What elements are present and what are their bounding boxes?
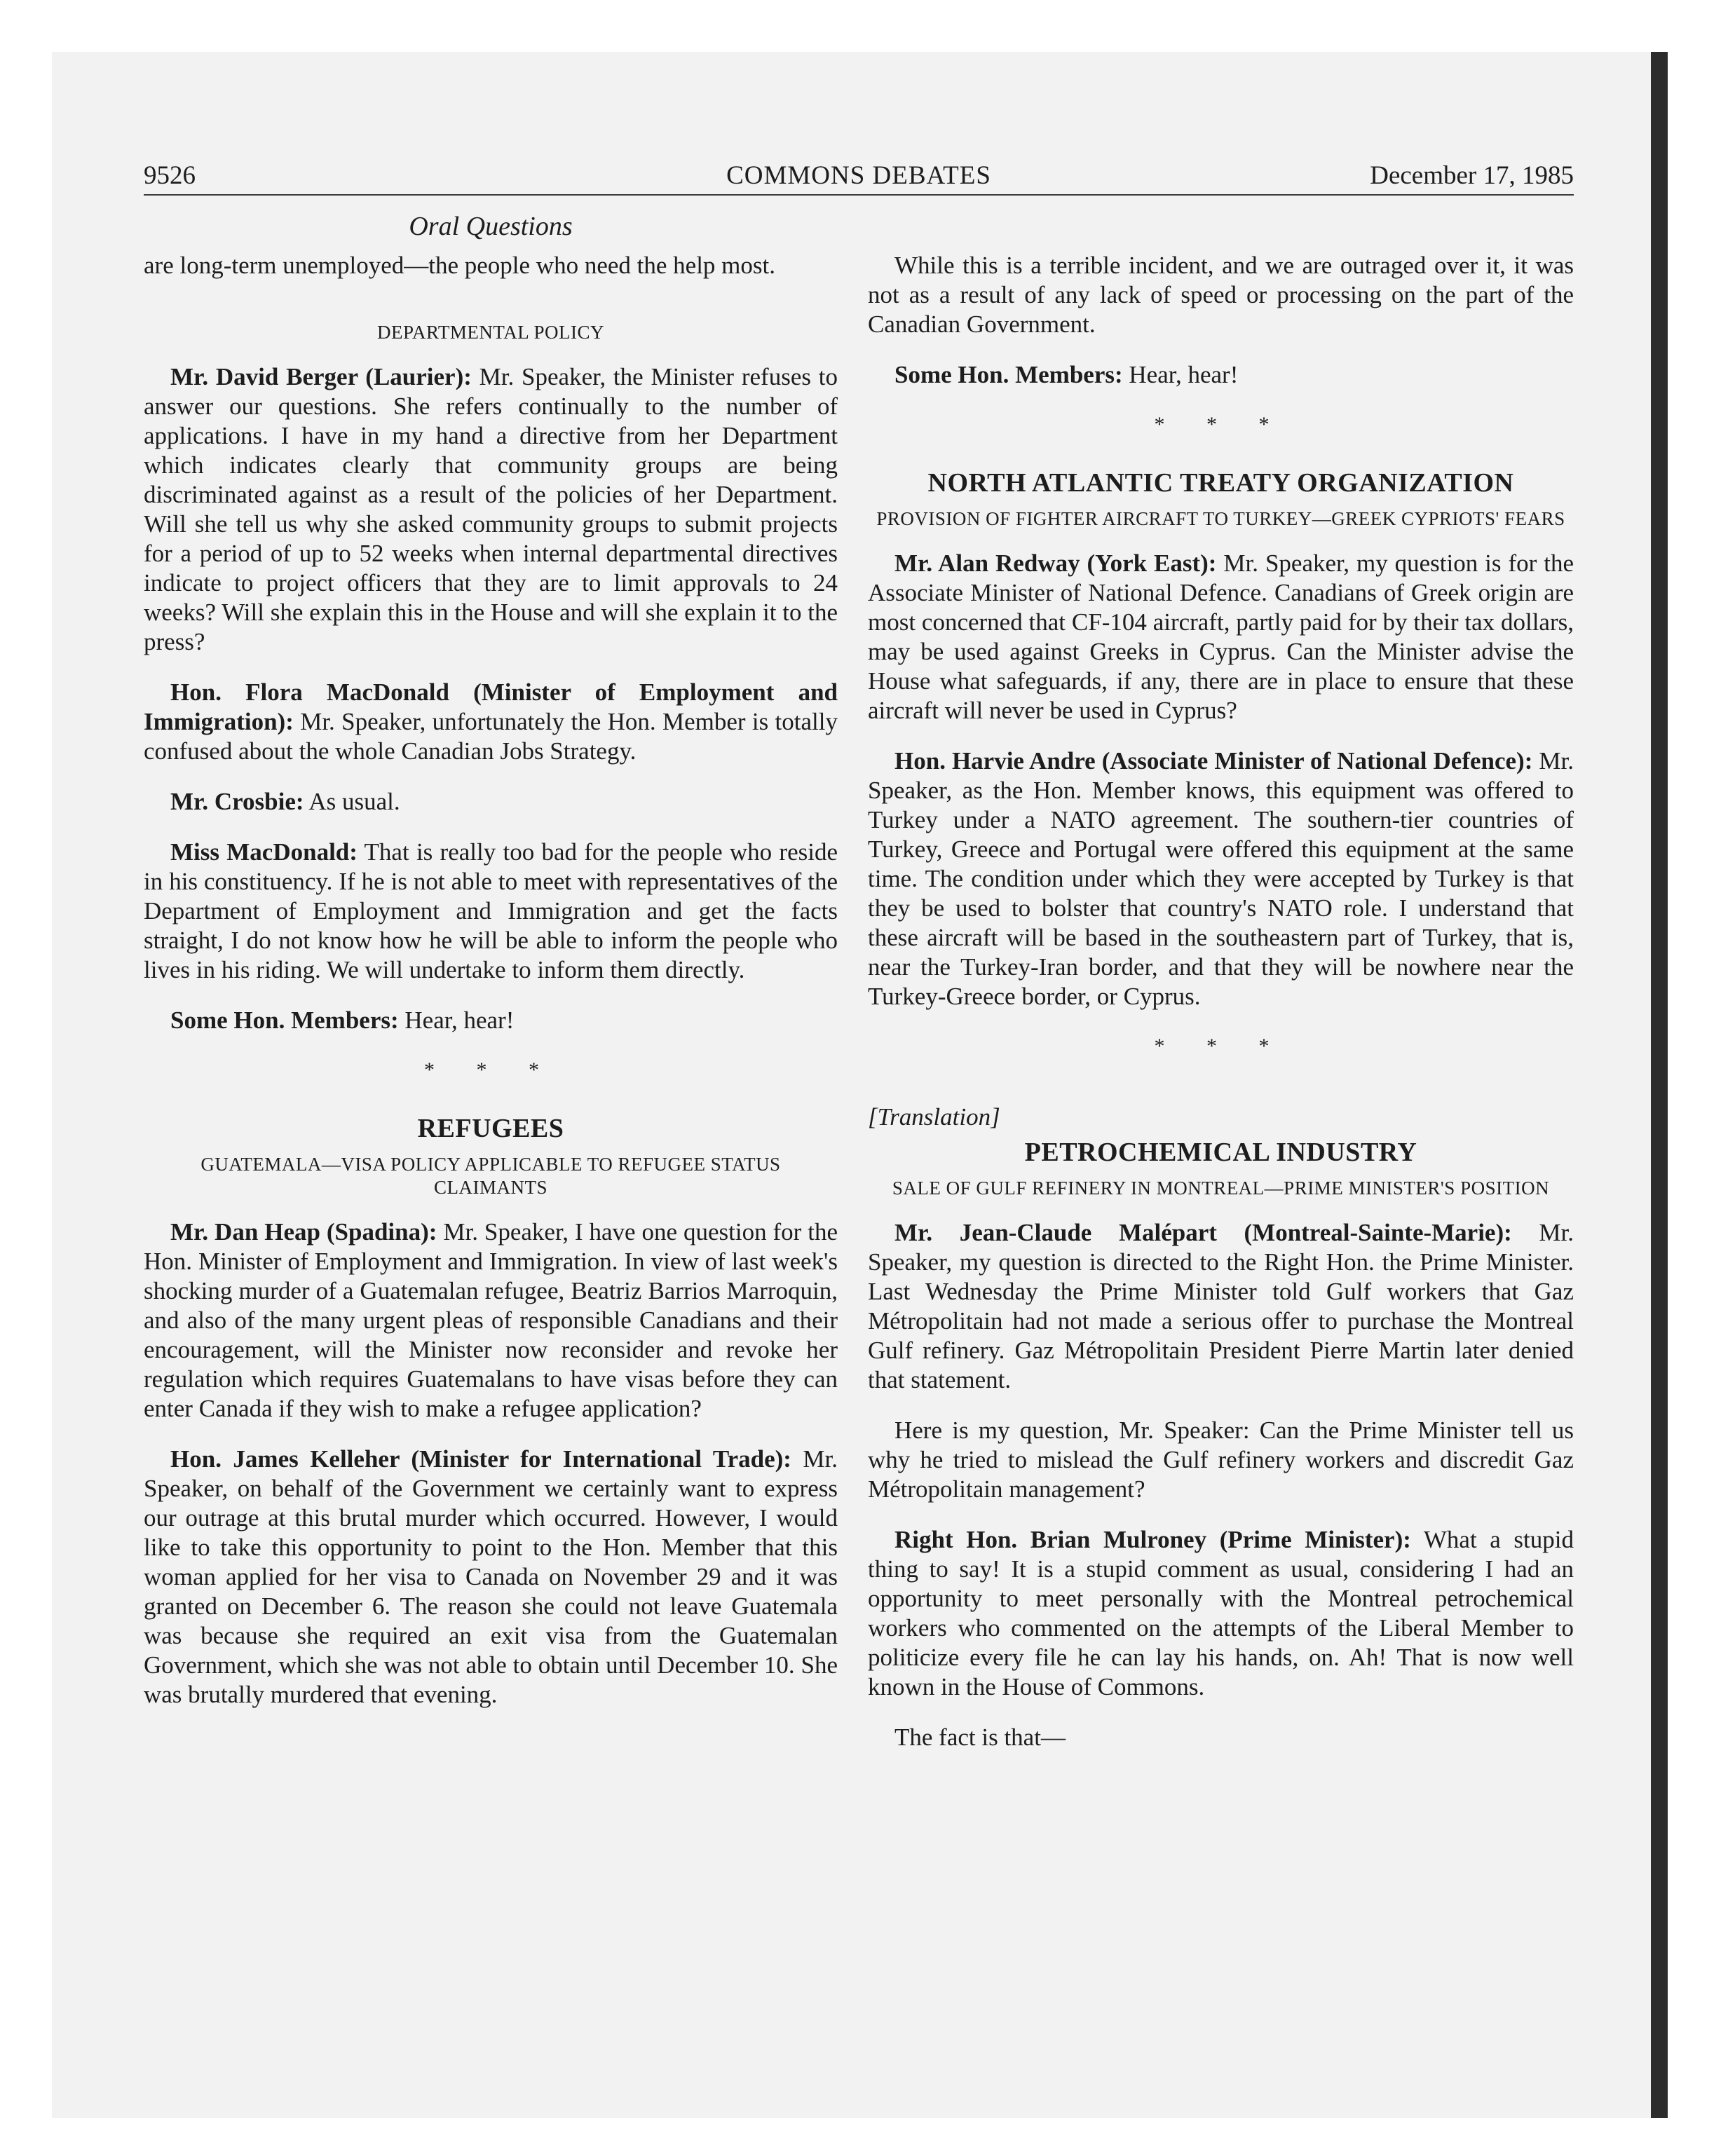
section-separator-stars-2: * * * <box>1154 413 1288 436</box>
paragraph-berger <box>144 362 838 657</box>
paragraph-malepart <box>868 1218 1574 1395</box>
speaker-flora-macdonald: Hon. Flora MacDonald (Minister of Employment and Immigration): <box>144 678 838 735</box>
page-header <box>144 158 1574 193</box>
heading-petrochemical: PETROCHEMICAL INDUSTRY <box>1024 1138 1417 1167</box>
running-title: Oral Questions <box>409 212 573 241</box>
publication-title: COMMONS DEBATES <box>726 161 991 190</box>
heading-nato: NORTH ATLANTIC TREATY ORGANIZATION <box>927 468 1514 498</box>
header-rule <box>144 194 1574 196</box>
page-date: December 17, 1985 <box>1370 161 1574 190</box>
speaker-malepart: Mr. Jean-Claude Malépart (Montreal-Sainte-Marie): <box>894 1219 1512 1246</box>
paragraph-kelleher-continued: While this is a terrible incident, and we are outraged over it, it was not as a result of any lack of speed or processing on the part of the Canadian Government. <box>868 252 1574 338</box>
speaker-members-2: Some Hon. Members: <box>894 361 1123 388</box>
speaker-members-1: Some Hon. Members: <box>170 1007 399 1034</box>
paragraph-heap <box>144 1217 838 1424</box>
paragraph-miss-macdonald <box>144 838 838 985</box>
right-column <box>868 251 1574 1773</box>
speaker-mulroney: Right Hon. Brian Mulroney (Prime Minister): <box>894 1526 1411 1553</box>
page-number: 9526 <box>144 161 196 190</box>
paragraph-continued: are long-term unemployed—the people who need the help most. <box>144 252 775 279</box>
speech-redway: Mr. Speaker, my question is for the Associate Minister of National Defence. Canadians of Greek origin are most concerned that CF-104 aircraft, partly paid for by their tax dollars, may be used against Greeks in Cyprus. Can the Minister advise the House what safeguards, if any, there are in place to ensure that these aircraft will never be used in Cyprus? <box>868 550 1574 724</box>
speech-berger: Mr. Speaker, the Minister refuses to answer our questions. She refers continually to the number of applications. I have in my hand a directive from her Department which indicates clearly that community groups are being discriminated against as a result of the policies of her Department. Will she tell us why she asked community groups to submit projects for a period of up to 52 weeks when internal departmental directives indicate to project officers that they are to limit approvals to 24 weeks? Will she explain this in the House and will she explain it to the press? <box>144 363 838 655</box>
section-heading-guatemala: GUATEMALA—VISA POLICY APPLICABLE TO REFUGEE STATUS CLAIMANTS <box>200 1154 781 1198</box>
scan-edge-shadow <box>1651 52 1668 2118</box>
paragraph-mulroney-2: The fact is that— <box>894 1724 1066 1751</box>
section-heading-departmental-policy: DEPARTMENTAL POLICY <box>377 322 604 343</box>
speech-crosbie: As usual. <box>304 788 400 815</box>
paragraph-members-2 <box>868 360 1574 390</box>
heading-refugees: REFUGEES <box>417 1114 564 1143</box>
paragraph-members-1 <box>144 1006 838 1035</box>
speech-flora-macdonald: Mr. Speaker, unfortunately the Hon. Member is totally confused about the whole Canadian Jobs Strategy. <box>144 708 838 765</box>
speech-mulroney: What a stupid thing to say! It is a stupid comment as usual, considering I had an opportunity to meet personally with the Montreal petrochemical workers who commented on the attempts of the Liberal Member to politicize every file he can lay his hands, on. Ah! That is now well known in the House of Commons. <box>868 1526 1574 1700</box>
speech-members-1: Hear, hear! <box>398 1007 515 1034</box>
paragraph-kelleher <box>144 1445 838 1710</box>
speech-kelleher: Mr. Speaker, on behalf of the Government we certainly want to express our outrage at this brutal murder which occurred. However, I would like to take this opportunity to point to the Hon. Member that this woman applied for her visa to Canada on November 29 and it was granted on December 6. The reason she could not leave Guatemala was because she required an exit visa from the Guatemalan Government, which she was not able to obtain until December 10. She was brutally murdered that evening. <box>144 1445 838 1708</box>
paragraph-malepart-2: Here is my question, Mr. Speaker: Can the Prime Minister tell us why he tried to mislead the Gulf refinery workers and discredit Gaz Métropolitain management? <box>868 1417 1574 1503</box>
paragraph-redway <box>868 549 1574 725</box>
speaker-andre: Hon. Harvie Andre (Associate Minister of National Defence): <box>894 747 1533 775</box>
paragraph-flora-macdonald <box>144 678 838 766</box>
paragraph-crosbie <box>144 787 838 817</box>
speaker-heap: Mr. Dan Heap (Spadina): <box>170 1218 437 1246</box>
speech-andre: Mr. Speaker, as the Hon. Member knows, this equipment was offered to Turkey under a NATO agreement. The southern-tier countries of Turkey, Greece and Portugal were offered this equipment at the same time. The condition under which they were accepted by Turkey is that they be used to bolster that country's NATO role. I understand that these aircraft will be based in the southeastern part of Turkey, that is, near the Turkey-Iran border, and that they will be nowhere near the Turkey-Greece border, or Cyprus. <box>868 747 1574 1010</box>
paragraph-mulroney <box>868 1525 1574 1702</box>
speaker-berger: Mr. David Berger (Laurier): <box>170 363 472 390</box>
section-heading-gulf-refinery: SALE OF GULF REFINERY IN MONTREAL—PRIME MINISTER'S POSITION <box>892 1178 1550 1199</box>
speech-miss-macdonald: That is really too bad for the people who reside in his constituency. If he is not able to meet with representatives of the Department of Employment and Immigration and get the facts straight, I do not know how he will be able to inform the people who lives in his riding. We will undertake to inform them directly. <box>144 838 838 983</box>
speaker-redway: Mr. Alan Redway (York East): <box>894 550 1217 577</box>
speaker-miss-macdonald: Miss MacDonald: <box>170 838 358 866</box>
section-heading-fighter-aircraft: PROVISION OF FIGHTER AIRCRAFT TO TURKEY—GREEK CYPRIOTS' FEARS <box>876 508 1565 529</box>
translation-note: [Translation] <box>868 1103 1000 1131</box>
section-separator-stars-3: * * * <box>1154 1035 1288 1058</box>
paragraph-andre <box>868 746 1574 1011</box>
speech-heap: Mr. Speaker, I have one question for the Hon. Minister of Employment and Immigration. In view of last week's shocking murder of a Guatemalan refugee, Beatriz Barrios Marroquin, and also of the many urgent pleas of responsible Canadians and their encouragement, will the Minister now reconsider and revoke her regulation which requires Guatemalans to have visas before they can enter Canada if they wish to make a refugee application? <box>144 1218 838 1422</box>
speaker-crosbie: Mr. Crosbie: <box>170 788 304 815</box>
speech-members-2: Hear, hear! <box>1122 361 1239 388</box>
section-separator-stars: * * * <box>424 1058 557 1082</box>
speaker-kelleher: Hon. James Kelleher (Minister for International Trade): <box>170 1445 791 1473</box>
left-column <box>144 251 838 1731</box>
speech-malepart: Mr. Speaker, my question is directed to the Right Hon. the Prime Minister. Last Wednesday the Prime Minister told Gulf workers that Gaz Métropolitain had not made a serious offer to purchase the Montreal Gulf refinery. Gaz Métropolitain President Pierre Martin later denied that statement. <box>868 1219 1574 1393</box>
